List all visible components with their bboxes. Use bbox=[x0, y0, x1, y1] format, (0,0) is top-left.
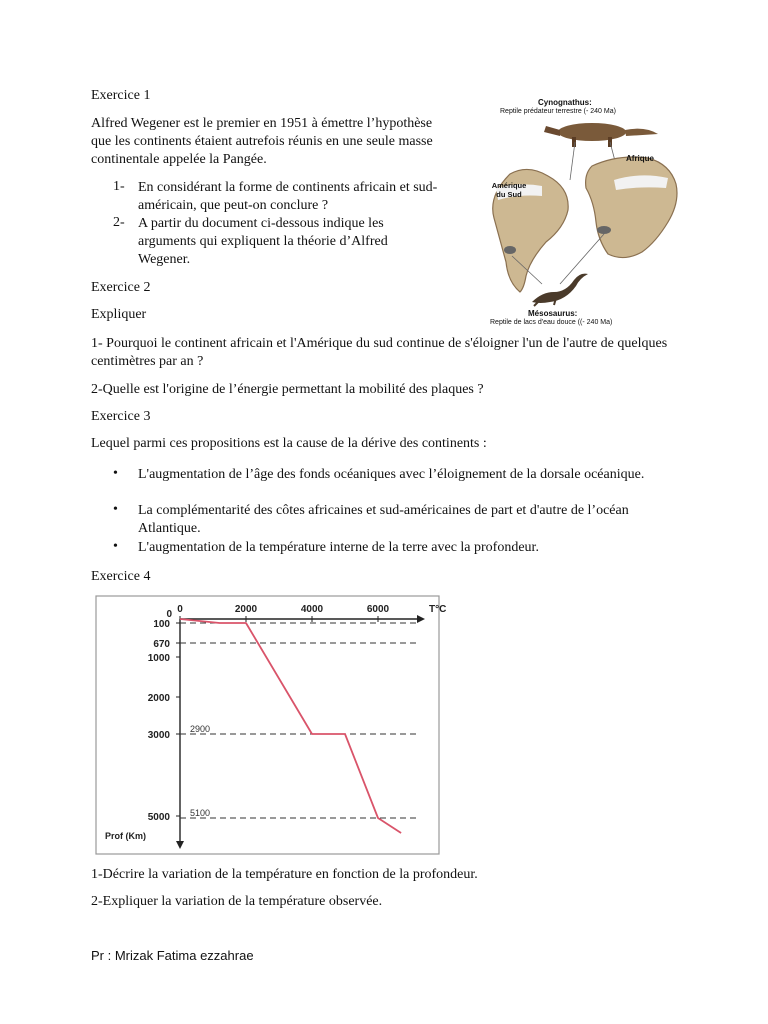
question-text: En considérant la forme de continents africain et sud-américain, que peut-on conclure ? bbox=[138, 180, 438, 213]
x-tick-label: 2000 bbox=[234, 604, 258, 615]
depth-annotation: 5100 bbox=[190, 808, 211, 818]
continents-illustration bbox=[480, 92, 700, 332]
exercise-2-question-1: 1- Pourquoi le continent africain et l'Amérique du sud continue de s'éloigner l'un de l'autre de quelques centimètres par an ? bbox=[91, 336, 668, 369]
mesosaurus-title: Mésosaurus: bbox=[528, 309, 578, 318]
south-america-label: Amérique du Sud bbox=[491, 181, 527, 199]
bullet: • bbox=[113, 502, 118, 517]
exercise-2-subtitle: Expliquer bbox=[91, 307, 147, 322]
continents-figure bbox=[480, 92, 700, 332]
x-tick-label: 6000 bbox=[366, 604, 390, 615]
y-tick-label: 0 bbox=[166, 609, 172, 620]
bullet: • bbox=[113, 539, 118, 554]
author-footer: Pr : Mrizak Fatima ezzahrae bbox=[91, 948, 254, 963]
exercise-2-question-2: 2-Quelle est l'origine de l’énergie permettant la mobilité des plaques ? bbox=[91, 382, 484, 397]
question-number: 2- bbox=[113, 215, 125, 230]
y-tick-label: 1000 bbox=[147, 653, 170, 664]
question-text: A partir du document ci-dessous indique les arguments qui expliquent la théorie d’Alfred Wegener. bbox=[138, 216, 388, 267]
africa-shape bbox=[586, 157, 677, 258]
bullet: • bbox=[113, 466, 118, 481]
question-number: 1- bbox=[113, 179, 125, 194]
exercise-2-title: Exercice 2 bbox=[91, 280, 151, 295]
exercise-3-title: Exercice 3 bbox=[91, 409, 151, 424]
option-text: La complémentarité des côtes africaines et sud-américaines de part et d'autre de l’océan Atlantique. bbox=[138, 503, 629, 536]
exercise-1-title: Exercice 1 bbox=[91, 88, 151, 103]
y-tick-label: 5000 bbox=[147, 812, 170, 823]
cynognathus-caption: Reptile prédateur terrestre (- 240 Ma) bbox=[500, 108, 616, 115]
cynognathus-title: Cynognathus: bbox=[538, 98, 592, 107]
y-tick-label: 2000 bbox=[147, 693, 170, 704]
depth-annotation: 2900 bbox=[190, 724, 211, 734]
y-tick-label: 100 bbox=[153, 619, 170, 630]
temperature-depth-chart bbox=[95, 595, 447, 855]
exercise-4-question-1: 1-Décrire la variation de la température en fonction de la profondeur. bbox=[91, 867, 478, 882]
x-tick-label: 0 bbox=[177, 604, 183, 615]
chart-svg bbox=[95, 595, 447, 855]
exercise-3-question: Lequel parmi ces propositions est la cause de la dérive des continents : bbox=[91, 436, 487, 451]
option-text: L'augmentation de la température interne de la terre avec la profondeur. bbox=[138, 540, 539, 555]
option-text: L'augmentation de l’âge des fonds océaniques avec l’éloignement de la dorsale océanique. bbox=[138, 467, 645, 482]
mesosaurus-image bbox=[532, 274, 588, 306]
y-tick-label: 670 bbox=[153, 639, 170, 650]
exercise-4-title: Exercice 4 bbox=[91, 569, 151, 584]
x-axis-label: T°C bbox=[429, 604, 447, 615]
cynognathus-image bbox=[544, 123, 658, 147]
exercise-1-intro: Alfred Wegener est le premier en 1951 à émettre l’hypothèse que les continents étaient autrefois réunis en une seule masse continentale appelée la Pangée. bbox=[91, 116, 433, 167]
y-tick-label: 3000 bbox=[147, 730, 170, 741]
y-axis-label: Prof (Km) bbox=[105, 831, 146, 841]
x-tick-label: 4000 bbox=[300, 604, 324, 615]
africa-label: Afrique bbox=[626, 154, 654, 163]
exercise-4-question-2: 2-Expliquer la variation de la température observée. bbox=[91, 894, 383, 909]
mesosaurus-caption: Reptile de lacs d'eau douce ((- 240 Ma) bbox=[490, 319, 613, 326]
